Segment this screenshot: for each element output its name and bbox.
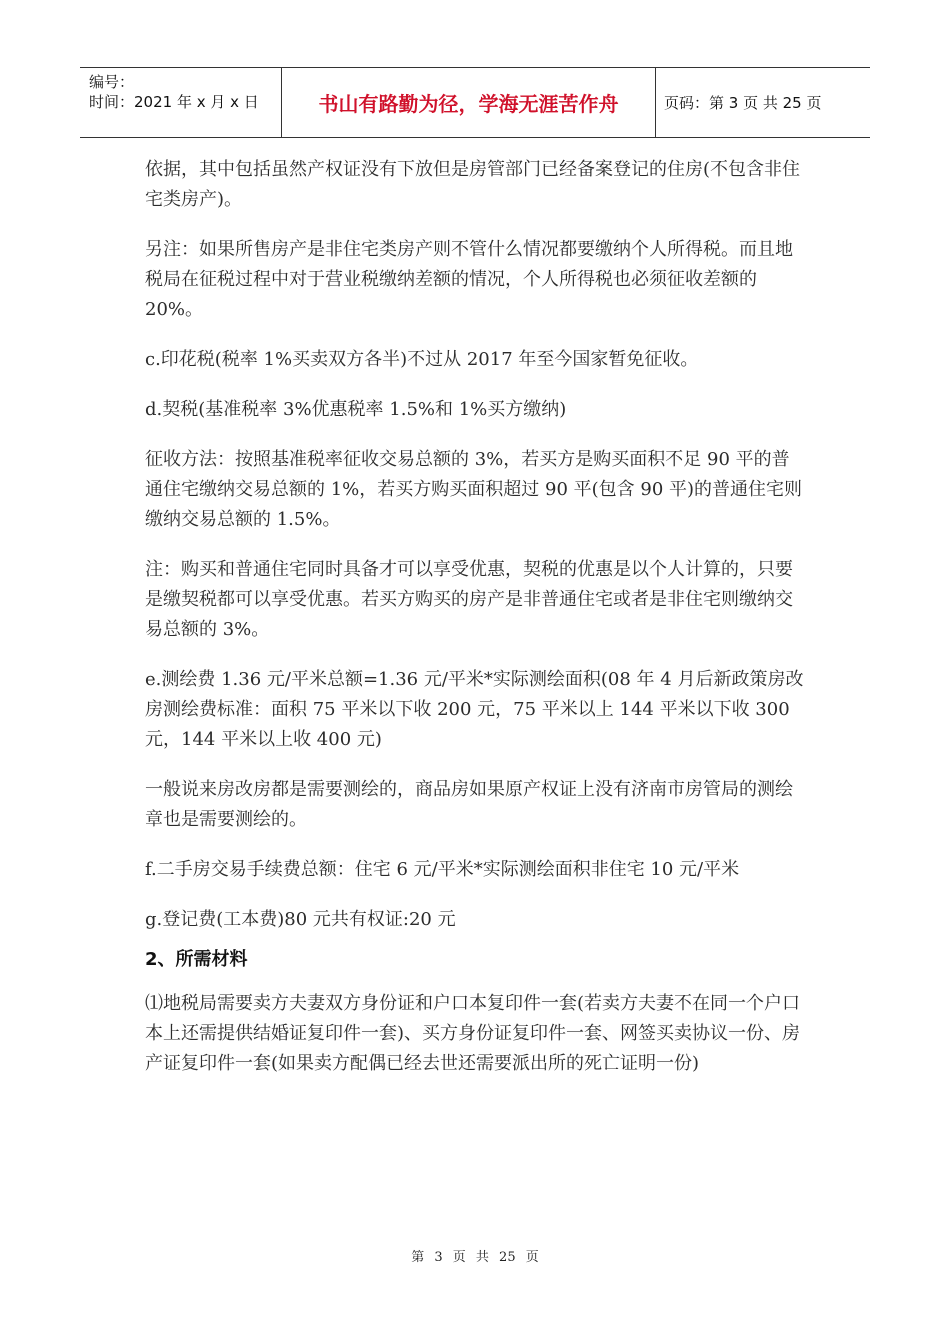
paragraph-registration-fee: g.登记费(工本费)80 元共有权证:20 元: [145, 909, 456, 930]
document-body: [145, 155, 805, 1099]
paragraph-survey-general: 一般说来房改房都是需要测绘的，商品房如果原产权证上没有济南市房管局的测绘章也是需要测绘的。: [145, 779, 793, 830]
paragraph-transaction-fee: f.二手房交易手续费总额：住宅 6 元/平米*实际测绘面积非住宅 10 元/平米: [145, 859, 740, 880]
paragraph-survey-fee: e.测绘费 1.36 元/平米总额=1.36 元/平米*实际测绘面积(08 年 4 月后新政策房改房测绘费标准：面积 75 平米以下收 200 元，75 平米以上 144 平米以下收 300 元，144 平米以上收 400 元): [145, 669, 804, 750]
header-meta: [80, 68, 281, 137]
paragraph-income-tax-note: 另注：如果所售房产是非住宅类房产则不管什么情况都要缴纳个人所得税。而且地税局在征税过程中对于营业税缴纳差额的情况，个人所得税也必须征收差额的 20%。: [145, 239, 793, 320]
paragraph-deed-tax: d.契税(基准税率 3%优惠税率 1.5%和 1%买方缴纳): [145, 399, 567, 420]
section-heading-materials: 2、所需材料: [145, 949, 248, 970]
paragraph-tax-basis: 依据，其中包括虽然产权证没有下放但是房管部门已经备案登记的住房(不包含非住宅类房产)。: [145, 159, 801, 210]
paragraph-collection-method: 征收方法：按照基准税率征收交易总额的 3%，若买方是购买面积不足 90 平的普通住宅缴纳交易总额的 1%，若买方购买面积超过 90 平(包含 90 平)的普通住宅则缴纳交易总额的 1.5%。: [145, 449, 803, 530]
paragraph-deed-tax-note: 注：购买和普通住宅同时具备才可以享受优惠，契税的优惠是以个人计算的，只要是缴契税都可以享受优惠。若买方购买的房产是非普通住宅或者是非住宅则缴纳交易总额的 3%。: [145, 559, 793, 640]
header-motto: 书山有路勤为径，学海无涯苦作舟: [281, 68, 656, 137]
page-footer: 第 3 页 共 25 页: [411, 1250, 539, 1265]
header-number-label: 编号：: [89, 73, 135, 91]
paragraph-stamp-tax: c.印花税(税率 1%买卖双方各半)不过从 2017 年至今国家暂免征收。: [145, 349, 699, 370]
paragraph-materials: ⑴地税局需要卖方夫妻双方身份证和户口本复印件一套(若卖方夫妻不在同一个户口本上还需提供结婚证复印件一套)、买方身份证复印件一套、网签买卖协议一份、房产证复印件一套(如果卖方配偶已经去世还需要派出所的死亡证明一份): [145, 993, 801, 1074]
page-header: [80, 67, 870, 138]
header-time-label: 时间：2021 年 x 月 x 日: [89, 93, 259, 111]
header-page-info: 页码：第 3 页 共 25 页: [664, 94, 822, 112]
